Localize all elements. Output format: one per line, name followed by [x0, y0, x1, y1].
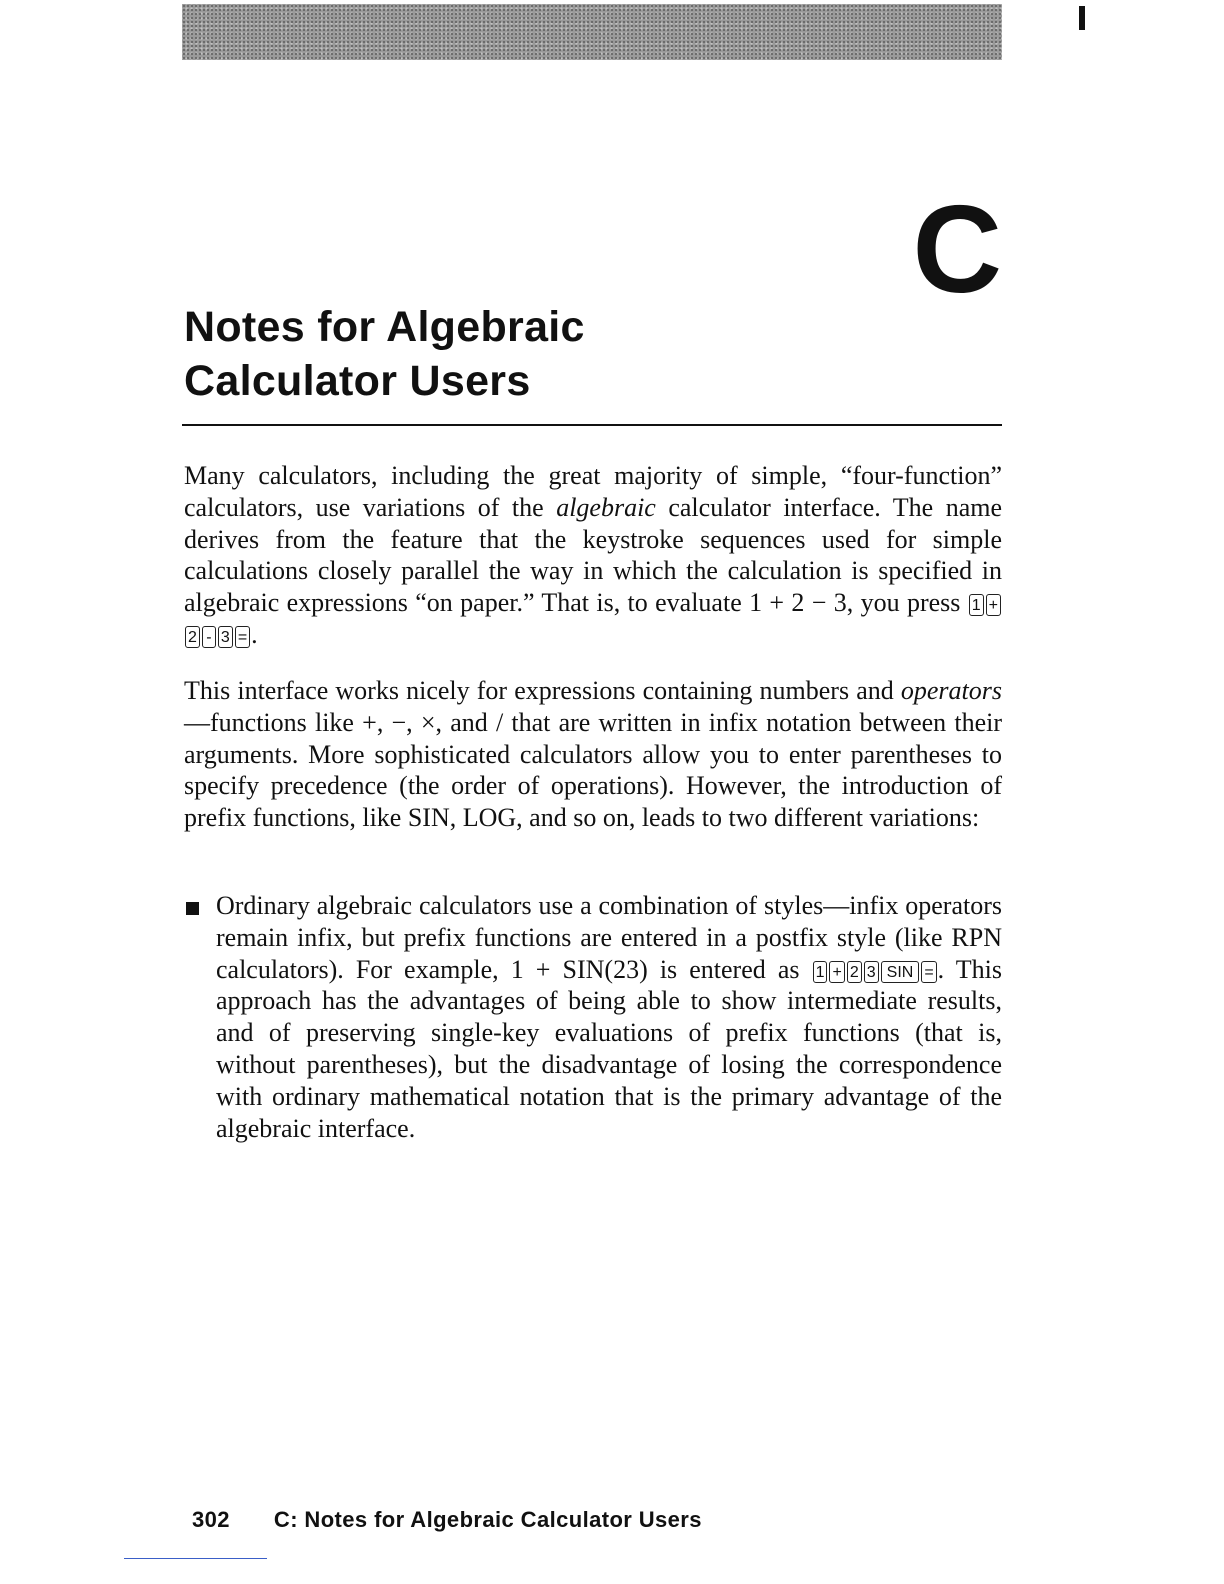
key-3: 3 — [218, 626, 233, 648]
key-sin: SIN — [881, 961, 920, 983]
variations-list — [184, 890, 1002, 1144]
page-number: 302 — [192, 1507, 230, 1532]
running-title: C: Notes for Algebraic Calculator Users — [273, 1507, 702, 1532]
bullet-text-2: . This approach has the advantages of being able to show intermediate results, and of preserving single-key evaluations of prefix functions (that is, without parentheses), but the disadvantage of losing the correspondence with ordinary mathematical notation that is the primary advantage of the algebraic interface. — [216, 954, 1002, 1143]
key-equals: = — [235, 626, 250, 648]
interface-paragraph — [184, 675, 1002, 834]
key-plus: + — [986, 594, 1001, 616]
bullet-text-1: Ordinary algebraic calculators use a combination of styles—infix operators remain infix, but prefix functions are entered in a postfix style (like RPN calculators). For example, 1 + SIN(23) is entered as — [216, 891, 1002, 984]
algebraic-emphasis: algebraic — [556, 492, 656, 522]
page-footer — [192, 1507, 702, 1533]
intro-text-2: calculator interface. The name derives from the feature that the keystroke sequences used for simple calculations closely parallel the way in which the calculation is specified in algebraic expressions “on paper.” That is, to evaluate 1 + 2 − 3, you press — [184, 492, 1003, 618]
edge-mark — [1079, 6, 1085, 30]
chapter-title-line-2: Calculator Users — [184, 357, 531, 405]
intro-paragraph — [184, 460, 1002, 651]
key-plus: + — [829, 961, 844, 983]
intro-text-1: Many calculators, including the great majority of simple, “four-function” calculators, use variations of the — [184, 461, 1002, 522]
bullet-square-icon — [186, 902, 199, 915]
key-3: 3 — [864, 961, 879, 983]
key-equals: = — [921, 961, 936, 983]
bottom-link-line — [124, 1558, 267, 1559]
interface-text-lead: This interface works nicely for expressions containing numbers and — [184, 676, 901, 705]
key-1: 1 — [969, 594, 984, 616]
chapter-letter: C — [912, 181, 1002, 319]
top-decorative-band — [182, 4, 1002, 60]
key-2: 2 — [185, 626, 200, 648]
intro-text-end: . — [251, 619, 258, 649]
interface-text: —functions like +, −, ×, and / that are written in infix notation between their arguments. More sophisticated calculators allow you to enter parentheses to specify precedence (the order of operations). However, the introduction of prefix functions, like SIN, LOG, and so on, leads to two different variations: — [184, 707, 1002, 833]
chapter-title — [184, 300, 884, 408]
list-item — [184, 890, 1002, 1144]
chapter-title-line-1: Notes for Algebraic — [184, 303, 585, 351]
key-2: 2 — [847, 961, 862, 983]
key-minus: - — [202, 626, 216, 648]
operators-emphasis: operators — [900, 676, 1002, 705]
title-rule — [182, 424, 1002, 426]
key-1: 1 — [813, 961, 828, 983]
